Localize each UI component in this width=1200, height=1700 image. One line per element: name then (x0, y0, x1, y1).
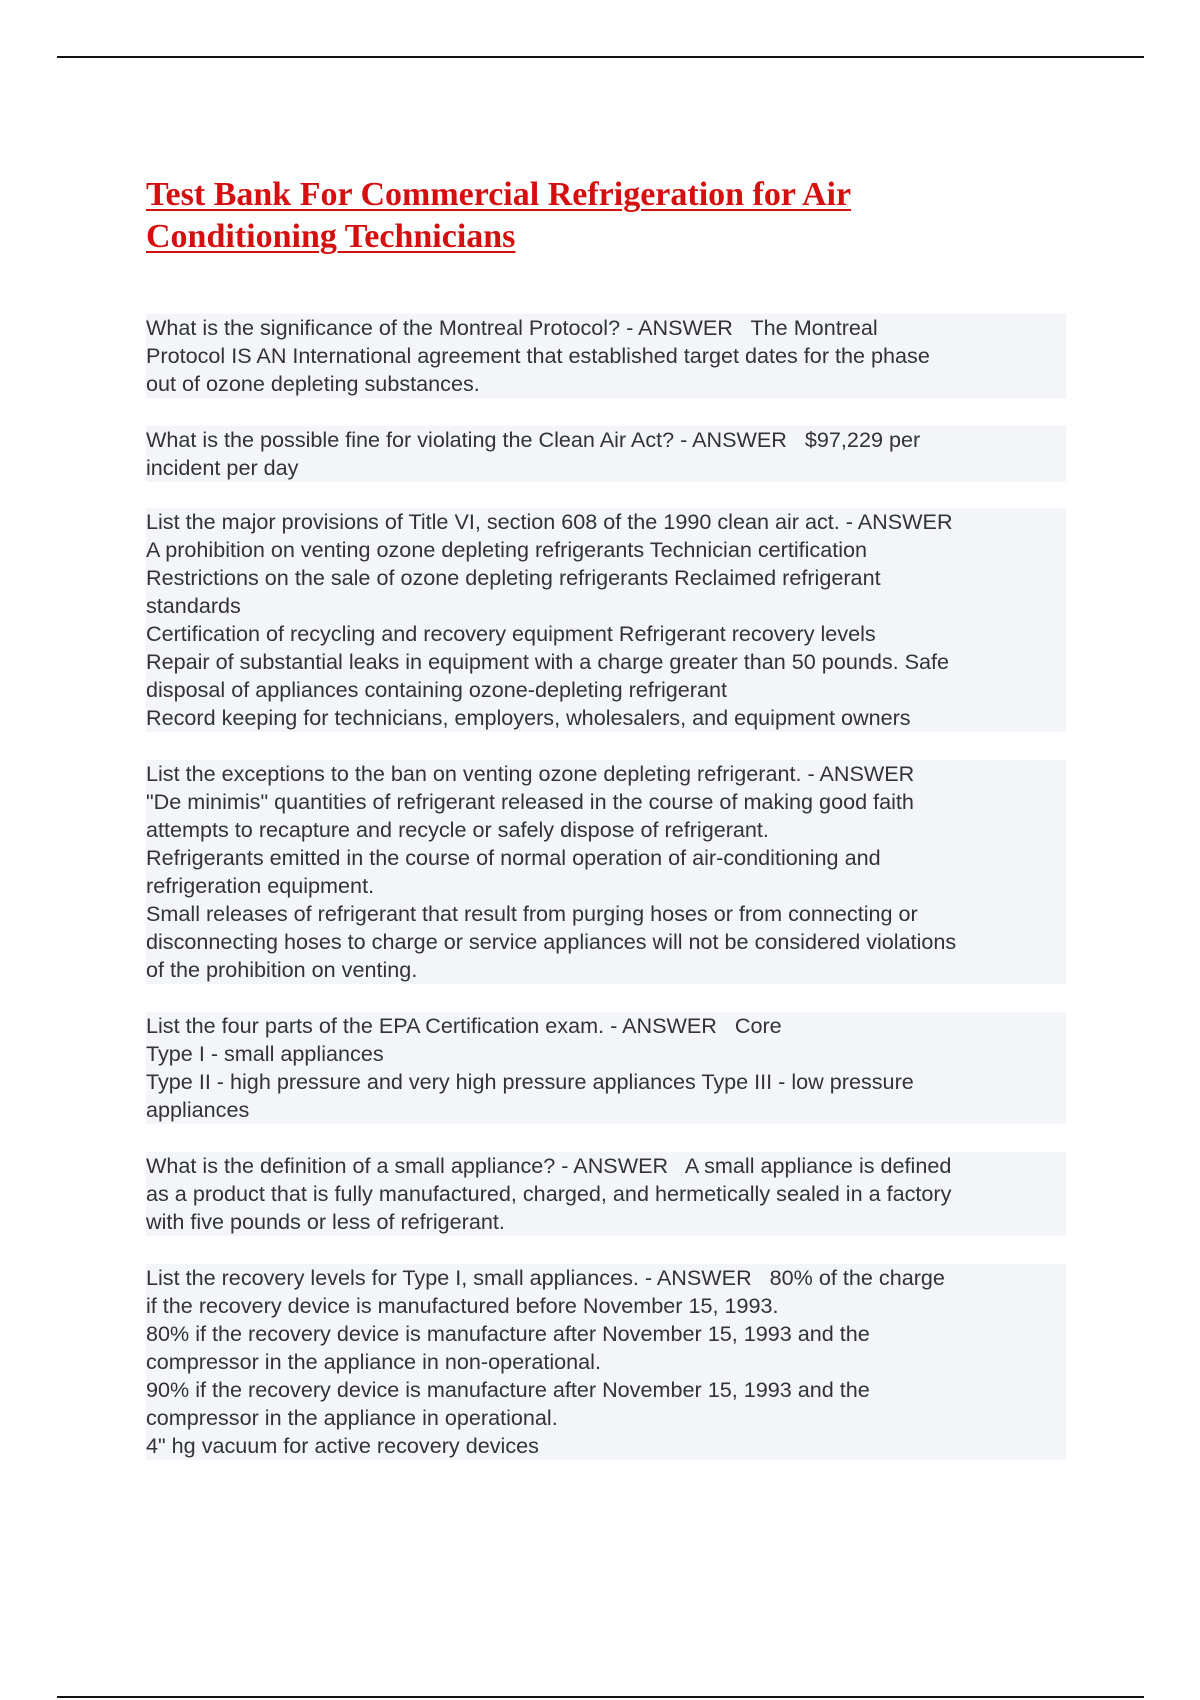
qa-line: What is the significance of the Montreal Protocol? - ANSWER The Montreal (146, 314, 1066, 342)
page-title-line-1: Test Bank For Commercial Refrigeration for Air (146, 176, 852, 213)
qa-line: disconnecting hoses to charge or service appliances will not be considered violations (146, 928, 1066, 956)
qa-entry (146, 314, 1066, 398)
qa-line: attempts to recapture and recycle or safely dispose of refrigerant. (146, 816, 1066, 844)
qa-line: List the exceptions to the ban on venting ozone depleting refrigerant. - ANSWER (146, 760, 1066, 788)
qa-line: Record keeping for technicians, employers, wholesalers, and equipment owners (146, 704, 1066, 732)
qa-line: with five pounds or less of refrigerant. (146, 1208, 1066, 1236)
qa-line: List the four parts of the EPA Certification exam. - ANSWER Core (146, 1012, 1066, 1040)
qa-entry (146, 426, 1066, 482)
qa-entry (146, 1152, 1066, 1236)
qa-line: refrigeration equipment. (146, 872, 1066, 900)
top-rule (57, 56, 1144, 58)
qa-line: out of ozone depleting substances. (146, 370, 1066, 398)
qa-line: 4" hg vacuum for active recovery devices (146, 1432, 1066, 1460)
qa-line: 90% if the recovery device is manufacture after November 15, 1993 and the (146, 1376, 1066, 1404)
qa-line: appliances (146, 1096, 1066, 1124)
qa-line: What is the possible fine for violating the Clean Air Act? - ANSWER $97,229 per (146, 426, 1066, 454)
qa-line: incident per day (146, 454, 1066, 482)
qa-line: as a product that is fully manufactured, charged, and hermetically sealed in a factory (146, 1180, 1066, 1208)
qa-line: compressor in the appliance in operational. (146, 1404, 1066, 1432)
qa-line: List the major provisions of Title VI, section 608 of the 1990 clean air act. - ANSWER (146, 508, 1066, 536)
qa-entry (146, 1012, 1066, 1124)
qa-list (146, 314, 1066, 1488)
qa-line: A prohibition on venting ozone depleting refrigerants Technician certification (146, 536, 1066, 564)
qa-line: Type I - small appliances (146, 1040, 1066, 1068)
qa-line: Type II - high pressure and very high pressure appliances Type III - low pressure (146, 1068, 1066, 1096)
qa-entry (146, 1264, 1066, 1460)
qa-line: Restrictions on the sale of ozone depleting refrigerants Reclaimed refrigerant (146, 564, 1066, 592)
qa-line: Certification of recycling and recovery equipment Refrigerant recovery levels (146, 620, 1066, 648)
qa-line: of the prohibition on venting. (146, 956, 1066, 984)
qa-line: disposal of appliances containing ozone-depleting refrigerant (146, 676, 1066, 704)
qa-line: Small releases of refrigerant that result from purging hoses or from connecting or (146, 900, 1066, 928)
qa-line: List the recovery levels for Type I, small appliances. - ANSWER 80% of the charge (146, 1264, 1066, 1292)
qa-line: compressor in the appliance in non-operational. (146, 1348, 1066, 1376)
qa-line: Protocol IS AN International agreement that established target dates for the phase (146, 342, 1066, 370)
qa-entry (146, 760, 1066, 984)
qa-line: "De minimis" quantities of refrigerant released in the course of making good faith (146, 788, 1066, 816)
qa-line: What is the definition of a small appliance? - ANSWER A small appliance is defined (146, 1152, 1066, 1180)
page-title-line-2: Conditioning Technicians (146, 218, 516, 255)
qa-line: Repair of substantial leaks in equipment with a charge greater than 50 pounds. Safe (146, 648, 1066, 676)
qa-entry (146, 508, 1066, 732)
qa-line: 80% if the recovery device is manufacture after November 15, 1993 and the (146, 1320, 1066, 1348)
qa-line: Refrigerants emitted in the course of normal operation of air-conditioning and (146, 844, 1066, 872)
bottom-rule (57, 1696, 1144, 1698)
qa-line: standards (146, 592, 1066, 620)
qa-line: if the recovery device is manufactured before November 15, 1993. (146, 1292, 1066, 1320)
page-title (146, 174, 966, 258)
